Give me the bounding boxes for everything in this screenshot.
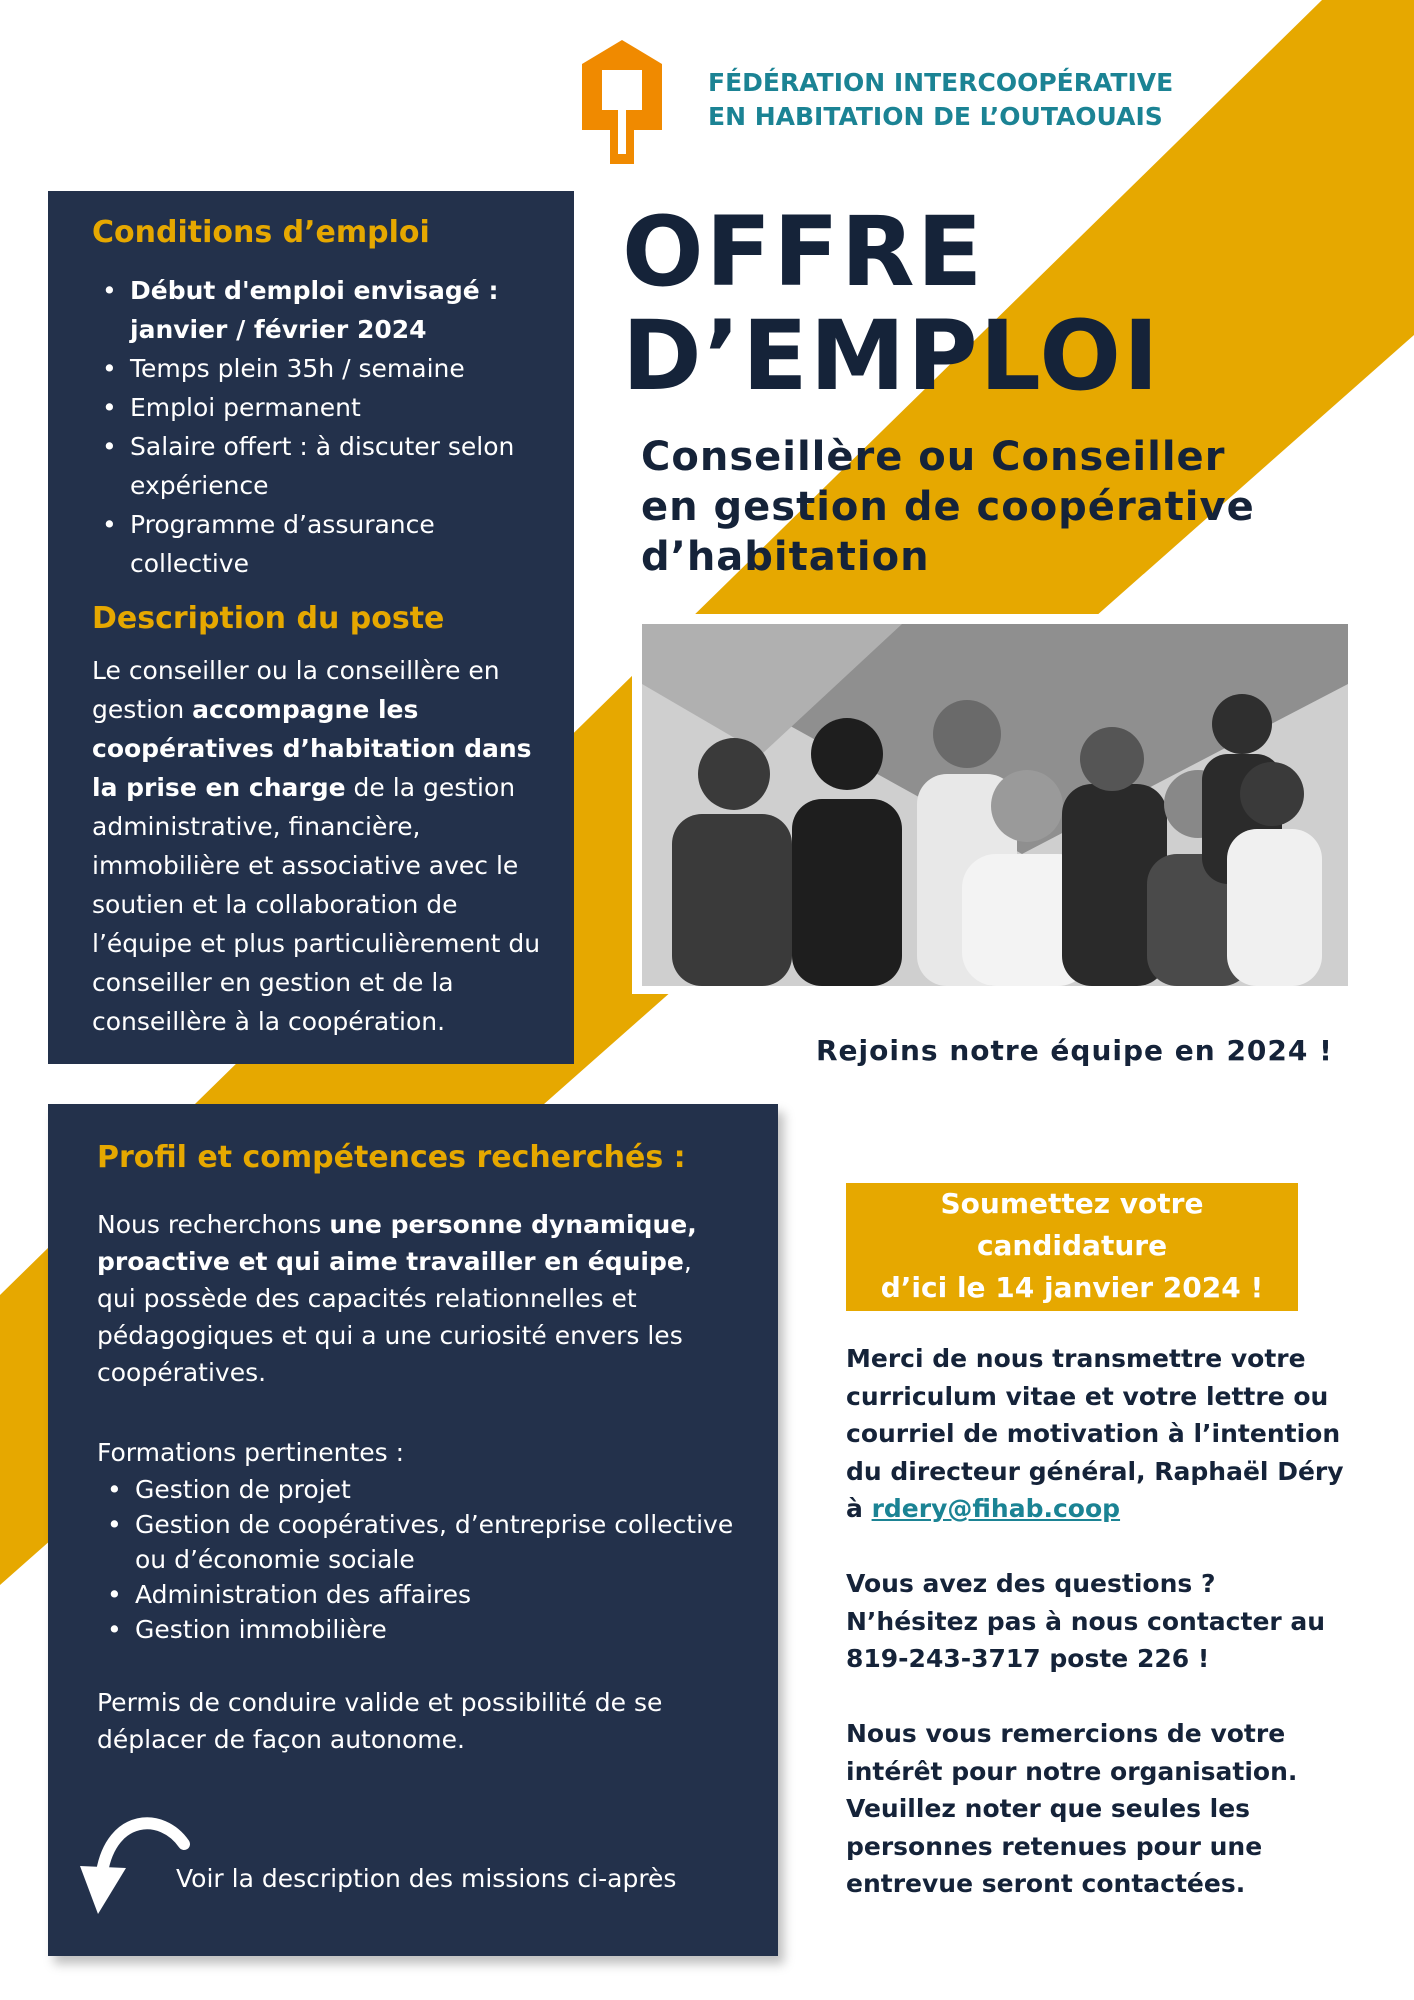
org-name-line-1: FÉDÉRATION INTERCOOPÉRATIVE (708, 68, 1174, 97)
see-missions-text: Voir la description des missions ci-après (176, 1864, 677, 1893)
organization-name (708, 66, 1173, 134)
job-title-line-3: d’habitation (641, 534, 930, 580)
deadline-line-1: Soumettez votre (940, 1187, 1204, 1220)
profile-intro: Nous recherchons une personne dynamique, proactive et qui aime travailler en équipe, qui possède des capacités relationnelles et pédagogiques et qui a une curiosité envers les coopératives. (97, 1210, 697, 1387)
list-item: • Gestion immobilière (97, 1612, 737, 1647)
list-item: • Gestion de coopératives, d’entreprise collective ou d’économie sociale (97, 1507, 737, 1577)
list-item: • Temps plein 35h / semaine (92, 349, 532, 388)
list-item: • Emploi permanent (92, 388, 532, 427)
description-text: Le conseiller ou la conseillère en gestion accompagne les coopératives d’habitation dans la prise en charge de la gestion administrative, financière, immobilière et associative avec le soutien et la collaboration de l’équipe et plus particulièrement du conseiller en gestion et de la conseillère à la coopération. (92, 656, 541, 1036)
deadline-box (846, 1183, 1298, 1311)
application-instructions: Merci de nous transmettre votre curriculum vitae et votre lettre ou courriel de motivation à l’intention du directeur général, Raphaël Déry à rdery@fihab.coop (846, 1344, 1344, 1523)
title-line-1: OFFRE (622, 196, 985, 308)
job-title (641, 432, 1255, 582)
photo-frame (632, 614, 1362, 994)
list-item: • Gestion de projet (97, 1472, 737, 1507)
list-item: • Administration des affaires (97, 1577, 737, 1612)
join-team-tagline: Rejoins notre équipe en 2024 ! (816, 1034, 1333, 1067)
deadline-line-2: candidature (976, 1229, 1168, 1262)
fihab-logo-icon (574, 40, 670, 164)
conditions-panel (48, 191, 574, 1064)
team-photo (642, 624, 1348, 986)
formations-list (97, 1472, 737, 1647)
conditions-heading: Conditions d’emploi (92, 215, 430, 250)
description-heading: Description du poste (92, 601, 445, 636)
conditions-list (92, 271, 532, 583)
profile-panel (48, 1104, 778, 1956)
questions-text: Vous avez des questions ? N’hésitez pas à nous contacter au 819-243-3717 poste 226 ! (846, 1569, 1326, 1673)
profile-heading: Profil et compétences recherchés : (97, 1140, 686, 1175)
list-item: • Début d'emploi envisagé : janvier / février 2024 (92, 271, 532, 349)
job-title-line-2: en gestion de coopérative (641, 484, 1255, 530)
deadline-line-3: d’ici le 14 janvier 2024 ! (880, 1271, 1264, 1304)
permis-text: Permis de conduire valide et possibilité de se déplacer de façon autonome. (97, 1688, 663, 1754)
page-title (622, 196, 1161, 412)
contact-info (846, 1340, 1346, 1940)
email-link[interactable]: rdery@fihab.coop (871, 1494, 1121, 1523)
formations-heading: Formations pertinentes : (97, 1438, 405, 1467)
job-title-line-1: Conseillère ou Conseiller (641, 434, 1226, 480)
curved-arrow-icon (72, 1814, 192, 1924)
list-item: • Programme d’assurance collective (92, 505, 532, 583)
list-item: • Salaire offert : à discuter selon expérience (92, 427, 532, 505)
title-line-2: D’EMPLOI (622, 300, 1161, 412)
org-name-line-2: EN HABITATION DE L’OUTAOUAIS (708, 102, 1163, 131)
thanks-text: Nous vous remercions de votre intérêt pour notre organisation. Veuillez noter que seules les personnes retenues pour une entrevue seront contactées. (846, 1719, 1298, 1898)
